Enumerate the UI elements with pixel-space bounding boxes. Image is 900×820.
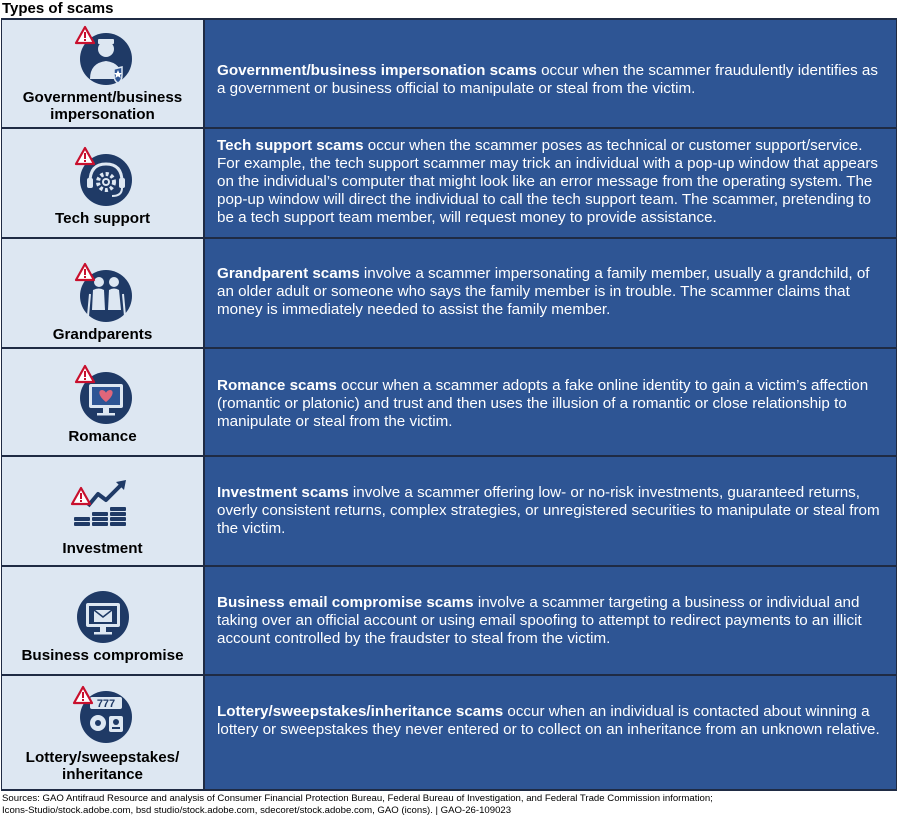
label-line: Lottery/sweepstakes/ <box>25 749 180 766</box>
row-description-cell <box>205 676 897 789</box>
row-label-cell <box>1 457 205 565</box>
sources-line-2: Icons-Studio/stock.adobe.com, bsd studio/stock.adobe.com, sdecoret/stock.adobe.com, GAO (icons). | GAO-26-109023 <box>2 805 512 816</box>
lottery-777-icon <box>68 683 138 747</box>
row-label-cell <box>1 20 205 127</box>
row-description <box>217 62 884 98</box>
label-line: Investment <box>62 540 143 557</box>
scam-description: involve a scammer impersonating a family member, usually a grandchild, of an older adult or someone who says the family member is in trouble. The scammer claims that money is immediately needed to assist the family member. <box>217 265 870 318</box>
row-label <box>26 749 180 783</box>
sources-note <box>2 793 713 817</box>
scam-term: Romance scams <box>217 377 337 394</box>
row-label <box>23 89 183 123</box>
row-description <box>217 484 884 538</box>
scam-types-table <box>1 18 897 791</box>
row-description <box>217 377 884 431</box>
scam-term: Government/business impersonation scams <box>217 62 537 79</box>
row-description <box>217 137 884 227</box>
table-row-tech-support <box>1 129 897 239</box>
row-label-cell <box>1 349 205 455</box>
sources-line-1: Sources: GAO Antifraud Resource and analysis of Consumer Financial Protection Bureau, Federal Bureau of Investigation, and Federal Trade Commission information; <box>2 793 713 804</box>
scam-term: Grandparent scams <box>217 265 360 282</box>
row-description-cell <box>205 457 897 565</box>
scam-description: occur when an individual is contacted about winning a lottery or sweepstakes they never entered or to collect on an inheritance from an unknown relative. <box>217 703 880 738</box>
row-label-cell <box>1 676 205 789</box>
table-row-lottery <box>1 676 897 791</box>
coins-growth-icon <box>68 474 138 538</box>
table-row-government <box>1 20 897 129</box>
scam-description: occur when the scammer poses as technical or customer support/service. For example, the tech support scammer may trick an individual with a pop-up window that appears on the individual’s computer that might look like an error message from the operating system. The pop-up window will direct the individual to call the tech support team. The scammer, pretending to be a tech support team member, will request money to provide assistance. <box>217 137 878 226</box>
page-title: Types of scams <box>2 0 114 17</box>
label-line: Romance <box>68 428 137 445</box>
heart-monitor-icon <box>68 362 138 426</box>
row-label <box>68 428 136 445</box>
row-label <box>53 326 153 343</box>
scam-description: occur when the scammer fraudulently identifies as a government or business official to manipulate or steal from the victim. <box>217 62 878 97</box>
official-badge-icon <box>68 23 138 87</box>
scam-description: involve a scammer offering low- or no-risk investments, guaranteed returns, overly consistent returns, complex strategies, or unregistered securities to manipulate or steal from the victim. <box>217 484 880 537</box>
row-label-cell <box>1 567 205 674</box>
label-line: impersonation <box>50 106 155 123</box>
table-row-grandparents <box>1 239 897 349</box>
row-label-cell <box>1 129 205 237</box>
row-description-cell <box>205 20 897 127</box>
row-description-cell <box>205 239 897 347</box>
email-monitor-icon <box>68 581 138 645</box>
scam-description: involve a scammer targeting a business or individual and taking over an official account or using email spoofing to attempt to redirect payments to an illicit account controlled by the fraudster to steal from the victim. <box>217 594 862 647</box>
label-line: inheritance <box>61 766 143 783</box>
row-description <box>217 594 884 648</box>
table-row-romance <box>1 349 897 457</box>
table-row-business-compromise <box>1 567 897 676</box>
scam-description: occur when a scammer adopts a fake online identity to gain a victim’s affection (romantic or platonic) and trust and then uses the illusion of a romantic or close relationship to manipulate or steal from the victim. <box>217 377 869 430</box>
row-description <box>217 265 884 319</box>
headset-gear-icon <box>68 144 138 208</box>
row-label <box>55 210 150 227</box>
scam-term: Investment scams <box>217 484 349 501</box>
label-line: Government/business <box>22 89 183 106</box>
scam-term: Tech support scams <box>217 137 364 154</box>
row-description <box>217 703 884 739</box>
label-line: Tech support <box>54 210 151 227</box>
scam-term: Business email compromise scams <box>217 594 474 611</box>
row-label <box>62 540 142 557</box>
label-line: Business compromise <box>21 647 184 664</box>
svg-text:777: 777 <box>96 698 115 710</box>
row-description-cell <box>205 129 897 237</box>
table-row-investment <box>1 457 897 567</box>
label-line: Grandparents <box>52 326 153 343</box>
row-label <box>21 647 183 664</box>
row-label-cell <box>1 239 205 347</box>
scam-term: Lottery/sweepstakes/inheritance scams <box>217 703 504 720</box>
row-description-cell <box>205 349 897 455</box>
elderly-couple-icon <box>68 260 138 324</box>
row-description-cell <box>205 567 897 674</box>
